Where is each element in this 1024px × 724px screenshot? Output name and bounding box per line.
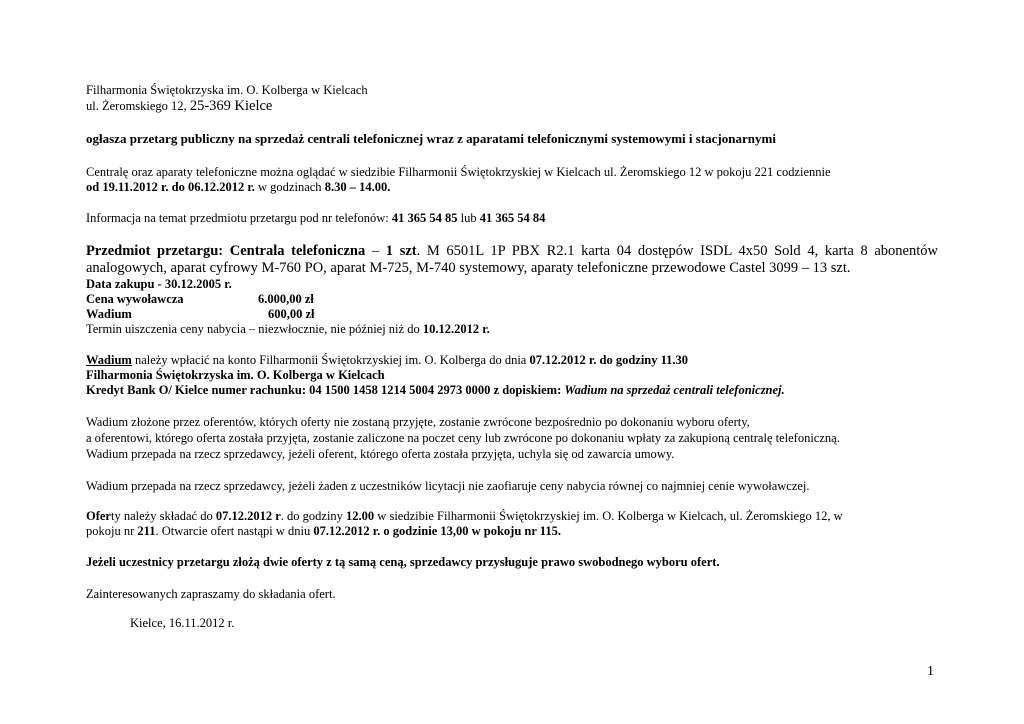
- deposit-amount: Wadium 600,00 zł: [86, 307, 315, 321]
- page-number: 1: [927, 664, 934, 679]
- payment-term: Termin uiszczenia ceny nabycia – niezwłocznie, nie później niż do 10.12.2012 r.: [86, 322, 490, 336]
- phone-info: Informacja na temat przedmiotu przetargu pod nr telefonów: 41 365 54 85 lub 41 365 54 84: [86, 211, 546, 225]
- offers-line-1: Oferty należy składać do 07.12.2012 r. do godziny 12.00 w siedzibie Filharmonii Świętokrzyskiej im. O. Kolberga w Kielcach, ul. Żeromskiego 12, w: [86, 509, 843, 523]
- viewing-info: Centralę oraz aparaty telefoniczne można oglądać w siedzibie Filharmonii Świętokrzyskiej w Kielcach ul. Żeromskiego 12 w pokoju 221 codziennie: [86, 165, 831, 179]
- deposit-payment-line-2: Filharmonia Świętokrzyska im. O. Kolberga w Kielcach: [86, 368, 385, 382]
- purchase-date: Data zakupu - 30.12.2005 r.: [86, 277, 232, 291]
- announcement-heading: ogłasza przetarg publiczny na sprzedaż centrali telefonicznej wraz z aparatami telefonicznymi systemowymi i stacjonarnymi: [86, 131, 776, 146]
- subject-line-1: Przedmiot przetargu: Centrala telefoniczna – 1 szt. M 6501L 1P PBX R2.1 karta 04 dostępów ISDL 4x50 Sold 4, karta 8 abonentów: [86, 243, 938, 259]
- org-address: ul. Żeromskiego 12, 25-369 Kielce: [86, 98, 273, 114]
- deposit-rule-2: a oferentowi, którego oferta została przyjęta, zostanie zaliczone na poczet ceny lub zwrócone po dokonaniu wpłaty za zakupioną centralę telefoniczną.: [86, 431, 840, 445]
- equal-offers-rule: Jeżeli uczestnicy przetargu złożą dwie oferty z tą samą ceną, sprzedawcy przysługuje prawo swobodnego wyboru ofert.: [86, 555, 720, 569]
- deposit-rule-1: Wadium złożone przez oferentów, których oferty nie zostaną przyjęte, zostanie zwrócone bezpośrednio po dokonaniu wyboru oferty,: [86, 415, 750, 429]
- deposit-rule-4: Wadium przepada na rzecz sprzedawcy, jeżeli żaden z uczestników licytacji nie zaofiaruje ceny nabycia równej co najmniej cenie wywoławczej.: [86, 479, 810, 493]
- starting-price: Cena wywoławcza 6.000,00 zł: [86, 292, 314, 306]
- bank-account: Kredyt Bank O/ Kielce numer rachunku: 04 1500 1458 1214 5004 2973 0000 z dopiskiem: Wadium na sprzedaż centrali telefonicznej.: [86, 383, 785, 397]
- subject-line-2: analogowych, aparat cyfrowy M-760 PO, aparat M-725, M-740 systemowy, aparaty telefoniczne przewodowe Castel 3099 – 13 szt.: [86, 260, 851, 276]
- place-date: Kielce, 16.11.2012 r.: [130, 616, 235, 630]
- viewing-dates: od 19.11.2012 r. do 06.12.2012 r. w godzinach 8.30 – 14.00.: [86, 180, 391, 194]
- deposit-payment-line-1: Wadium należy wpłacić na konto Filharmonii Świętokrzyskiej im. O. Kolberga do dnia 07.12.2012 r. do godziny 11.30: [86, 353, 689, 367]
- invitation: Zainteresowanych zapraszamy do składania ofert.: [86, 587, 336, 601]
- deposit-rule-3: Wadium przepada na rzecz sprzedawcy, jeżeli oferent, którego oferta została przyjęta, uchyla się od zawarcia umowy.: [86, 447, 675, 461]
- org-name: Filharmonia Świętokrzyska im. O. Kolberga w Kielcach: [86, 83, 368, 97]
- offers-line-2: pokoju nr 211. Otwarcie ofert nastąpi w dniu 07.12.2012 r. o godzinie 13,00 w pokoju nr 115.: [86, 524, 561, 538]
